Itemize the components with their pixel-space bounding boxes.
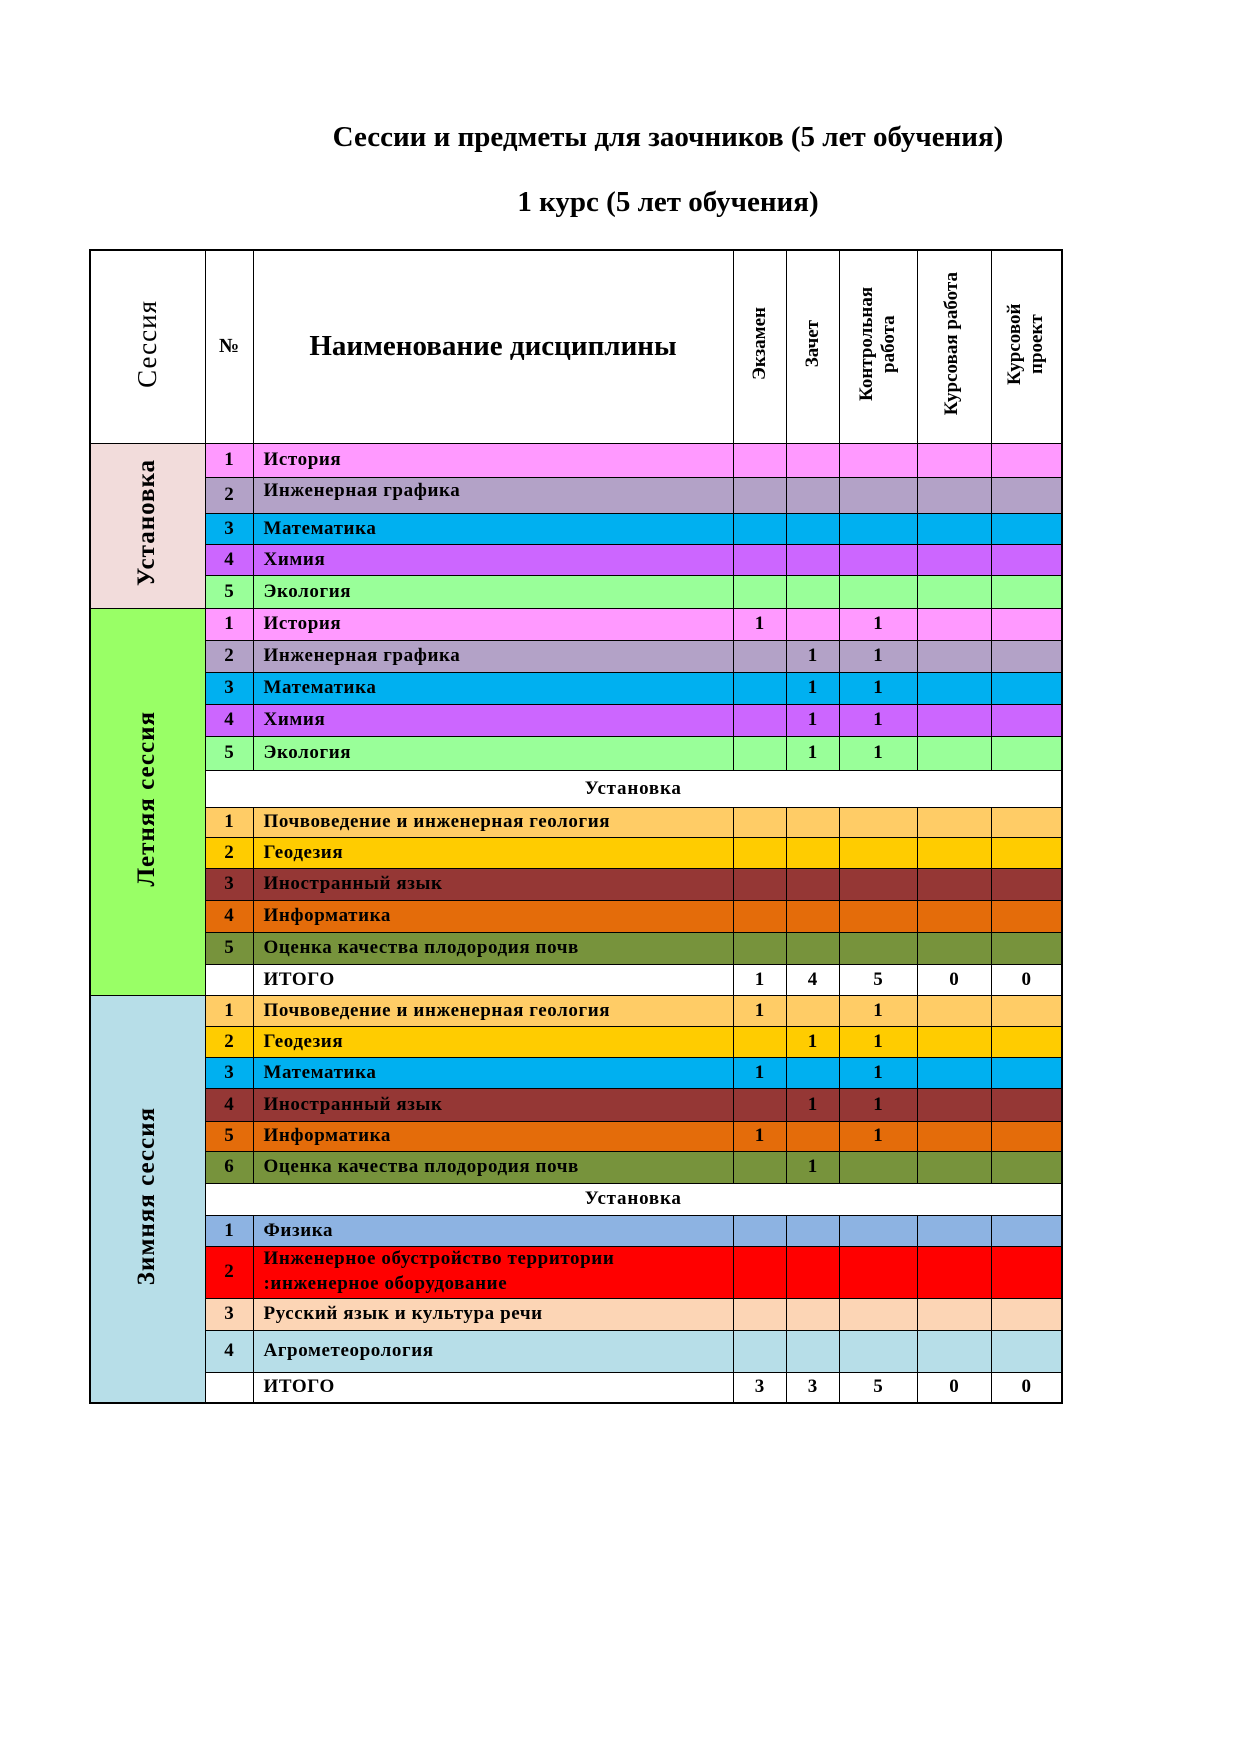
value-cell [786, 477, 839, 513]
value-cell [786, 1057, 839, 1088]
value-cell [917, 477, 991, 513]
value-cell [991, 868, 1062, 900]
table-row [90, 837, 1062, 868]
table-row [90, 443, 1062, 477]
cell-text: Зачет [801, 320, 823, 368]
cell-text: Экзамен [748, 307, 770, 381]
header-num: № [205, 250, 253, 443]
value-cell [917, 544, 991, 575]
cell-text: :инженерное оборудование [263, 1273, 508, 1294]
value-cell [733, 1330, 786, 1372]
cell-text: Установка [133, 458, 161, 587]
discipline-name: Иностранный язык [253, 868, 733, 900]
value-cell [991, 575, 1062, 608]
value-cell [839, 932, 917, 964]
discipline-name: ИТОГО [253, 964, 733, 995]
value-cell [733, 640, 786, 672]
value-cell [839, 807, 917, 837]
table-row [90, 1121, 1062, 1151]
header-control-work [839, 250, 917, 443]
value-cell [917, 900, 991, 932]
row-number: 3 [205, 513, 253, 544]
table-row [90, 1088, 1062, 1121]
value-cell [917, 1057, 991, 1088]
value-cell: 1 [733, 1057, 786, 1088]
discipline-name: Иностранный язык [253, 1088, 733, 1121]
table-row [90, 672, 1062, 704]
value-cell [733, 1088, 786, 1121]
discipline-name: Математика [253, 1057, 733, 1088]
value-cell [839, 544, 917, 575]
row-number [205, 1372, 253, 1403]
table-row [90, 868, 1062, 900]
value-cell [991, 513, 1062, 544]
value-cell: 0 [917, 1372, 991, 1403]
value-cell [786, 1246, 839, 1298]
discipline-name: Химия [253, 544, 733, 575]
value-cell [917, 1151, 991, 1183]
session-winter-cell [90, 995, 205, 1403]
value-cell [991, 704, 1062, 736]
value-cell: 1 [839, 608, 917, 640]
discipline-name: Инженерная графика [253, 640, 733, 672]
value-cell [991, 932, 1062, 964]
discipline-name: Геодезия [253, 1026, 733, 1057]
value-cell: 0 [991, 1372, 1062, 1403]
row-number: 3 [205, 868, 253, 900]
discipline-name: Оценка качества плодородия почв [253, 932, 733, 964]
table-row [90, 575, 1062, 608]
value-cell [991, 736, 1062, 770]
value-cell [733, 807, 786, 837]
value-cell [991, 672, 1062, 704]
discipline-name: Геодезия [253, 837, 733, 868]
table-row [90, 995, 1062, 1026]
value-cell: 1 [733, 995, 786, 1026]
value-cell [733, 932, 786, 964]
header-course-project [991, 250, 1062, 443]
cell-text: Курсовой проект [1004, 303, 1048, 385]
value-cell [991, 1121, 1062, 1151]
value-cell [786, 995, 839, 1026]
value-cell [991, 1026, 1062, 1057]
table-header-row [90, 250, 1062, 443]
value-cell [917, 1298, 991, 1330]
value-cell: 1 [786, 736, 839, 770]
table-row [90, 513, 1062, 544]
row-number: 2 [205, 640, 253, 672]
session-install-cell [90, 443, 205, 608]
value-cell [733, 443, 786, 477]
header-discipline-name: Наименование дисциплины [253, 250, 733, 443]
value-cell [733, 1151, 786, 1183]
section-label: Установка [205, 1183, 1062, 1215]
table-row [90, 1246, 1062, 1298]
value-cell [991, 608, 1062, 640]
table-row [90, 1215, 1062, 1246]
value-cell [786, 513, 839, 544]
value-cell: 1 [839, 672, 917, 704]
row-number: 3 [205, 1057, 253, 1088]
cell-text: Сессия [132, 299, 163, 388]
row-number: 1 [205, 443, 253, 477]
cell-text: Инженерное обустройство территории [263, 1248, 615, 1270]
table-row [90, 477, 1062, 513]
value-cell [786, 1298, 839, 1330]
row-number: 2 [205, 477, 253, 513]
value-cell [917, 704, 991, 736]
value-cell [917, 868, 991, 900]
value-cell [733, 868, 786, 900]
value-cell [786, 575, 839, 608]
section-row [90, 770, 1062, 807]
value-cell: 1 [839, 1057, 917, 1088]
value-cell [733, 1215, 786, 1246]
row-number: 4 [205, 1330, 253, 1372]
row-number [205, 964, 253, 995]
table-row [90, 544, 1062, 575]
value-cell [786, 868, 839, 900]
value-cell: 1 [839, 1088, 917, 1121]
value-cell [733, 704, 786, 736]
table-row [90, 1298, 1062, 1330]
row-number: 2 [205, 1026, 253, 1057]
value-cell [733, 1298, 786, 1330]
discipline-name: Агрометеорология [253, 1330, 733, 1372]
value-cell [733, 513, 786, 544]
value-cell: 0 [991, 964, 1062, 995]
value-cell [733, 477, 786, 513]
value-cell: 0 [917, 964, 991, 995]
value-cell: 1 [786, 672, 839, 704]
value-cell: 1 [839, 640, 917, 672]
value-cell [839, 1330, 917, 1372]
value-cell: 1 [733, 608, 786, 640]
value-cell [991, 1246, 1062, 1298]
value-cell: 4 [786, 964, 839, 995]
value-cell [917, 443, 991, 477]
discipline-name: Инженерная графика [253, 477, 733, 513]
cell-text: Зимняя сессия [133, 1106, 161, 1285]
value-cell [917, 608, 991, 640]
page-subtitle: 1 курс (5 лет обучения) [517, 186, 819, 218]
cell-text: Контрольная работа [856, 286, 899, 401]
value-cell [991, 544, 1062, 575]
row-number: 5 [205, 575, 253, 608]
value-cell [839, 1215, 917, 1246]
discipline-name: Оценка качества плодородия почв [253, 1151, 733, 1183]
value-cell [839, 1298, 917, 1330]
row-number: 1 [205, 995, 253, 1026]
value-cell [733, 1246, 786, 1298]
discipline-name: Экология [253, 736, 733, 770]
row-number: 5 [205, 736, 253, 770]
value-cell [786, 932, 839, 964]
value-cell [991, 1298, 1062, 1330]
value-cell: 1 [786, 1026, 839, 1057]
value-cell [991, 1330, 1062, 1372]
value-cell: 1 [733, 964, 786, 995]
row-number: 4 [205, 544, 253, 575]
value-cell [839, 1151, 917, 1183]
row-number: 4 [205, 704, 253, 736]
page-title: Сессии и предметы для заочников (5 лет обучения) [332, 121, 1004, 153]
value-cell [786, 900, 839, 932]
discipline-name: Физика [253, 1215, 733, 1246]
value-cell [786, 1215, 839, 1246]
value-cell: 1 [839, 995, 917, 1026]
table-row [90, 1026, 1062, 1057]
row-number: 1 [205, 1215, 253, 1246]
value-cell [733, 544, 786, 575]
row-number: 4 [205, 1088, 253, 1121]
value-cell: 1 [786, 640, 839, 672]
header-exam [733, 250, 786, 443]
table-row [90, 704, 1062, 736]
value-cell [917, 640, 991, 672]
section-label: Установка [205, 770, 1062, 807]
cell-text: Курсовая работа [941, 272, 962, 416]
value-cell: 3 [786, 1372, 839, 1403]
value-cell [786, 1121, 839, 1151]
discipline-name: Информатика [253, 1121, 733, 1151]
value-cell [991, 640, 1062, 672]
row-number: 3 [205, 672, 253, 704]
value-cell [991, 900, 1062, 932]
session-summer-cell [90, 608, 205, 995]
value-cell [991, 443, 1062, 477]
value-cell [786, 1330, 839, 1372]
total-row-winter [90, 1372, 1062, 1403]
value-cell [917, 1246, 991, 1298]
value-cell [917, 1088, 991, 1121]
table-row [90, 608, 1062, 640]
value-cell: 3 [733, 1372, 786, 1403]
discipline-name: Почвоведение и инженерная геология [253, 807, 733, 837]
table-row [90, 640, 1062, 672]
value-cell [991, 807, 1062, 837]
row-number: 6 [205, 1151, 253, 1183]
row-number: 2 [205, 837, 253, 868]
value-cell [917, 1330, 991, 1372]
value-cell [733, 900, 786, 932]
value-cell: 1 [839, 1121, 917, 1151]
value-cell: 1 [839, 704, 917, 736]
value-cell [733, 1026, 786, 1057]
table-row [90, 932, 1062, 964]
value-cell [917, 995, 991, 1026]
discipline-name: Экология [253, 575, 733, 608]
cell-text: Летняя сессия [133, 710, 161, 887]
header-course-work [917, 250, 991, 443]
value-cell [733, 736, 786, 770]
value-cell [917, 513, 991, 544]
value-cell [786, 807, 839, 837]
value-cell [991, 1151, 1062, 1183]
value-cell [917, 807, 991, 837]
value-cell [839, 513, 917, 544]
value-cell [917, 837, 991, 868]
discipline-name: Почвоведение и инженерная геология [253, 995, 733, 1026]
value-cell [786, 443, 839, 477]
discipline-name: ИТОГО [253, 1372, 733, 1403]
value-cell: 1 [733, 1121, 786, 1151]
row-number: 1 [205, 608, 253, 640]
sessions-table [89, 249, 1063, 1404]
discipline-name [253, 1246, 733, 1298]
value-cell [786, 544, 839, 575]
header-session [90, 250, 205, 443]
value-cell [917, 1121, 991, 1151]
discipline-name: Математика [253, 672, 733, 704]
value-cell [917, 672, 991, 704]
value-cell [917, 1026, 991, 1057]
row-number: 1 [205, 807, 253, 837]
row-number: 3 [205, 1298, 253, 1330]
row-number: 5 [205, 1121, 253, 1151]
table-row [90, 807, 1062, 837]
discipline-name: Информатика [253, 900, 733, 932]
value-cell [991, 477, 1062, 513]
table-row [90, 736, 1062, 770]
value-cell [786, 837, 839, 868]
value-cell [917, 736, 991, 770]
value-cell [839, 443, 917, 477]
discipline-name: Математика [253, 513, 733, 544]
discipline-name: История [253, 608, 733, 640]
total-row-summer [90, 964, 1062, 995]
table-row [90, 900, 1062, 932]
discipline-name: Русский язык и культура речи [253, 1298, 733, 1330]
value-cell [839, 900, 917, 932]
discipline-name: Химия [253, 704, 733, 736]
value-cell [786, 608, 839, 640]
value-cell: 1 [786, 704, 839, 736]
value-cell [839, 1246, 917, 1298]
value-cell [991, 995, 1062, 1026]
discipline-name: История [253, 443, 733, 477]
value-cell [839, 837, 917, 868]
value-cell [917, 1215, 991, 1246]
value-cell: 1 [786, 1088, 839, 1121]
value-cell: 5 [839, 1372, 917, 1403]
value-cell [991, 1057, 1062, 1088]
value-cell [917, 932, 991, 964]
table-row [90, 1057, 1062, 1088]
value-cell [839, 575, 917, 608]
value-cell [733, 575, 786, 608]
value-cell [839, 477, 917, 513]
table-row [90, 1151, 1062, 1183]
value-cell: 1 [786, 1151, 839, 1183]
value-cell [733, 672, 786, 704]
value-cell [991, 837, 1062, 868]
value-cell [991, 1215, 1062, 1246]
value-cell: 1 [839, 736, 917, 770]
section-row [90, 1183, 1062, 1215]
row-number: 2 [205, 1246, 253, 1298]
row-number: 5 [205, 932, 253, 964]
value-cell: 5 [839, 964, 917, 995]
value-cell [991, 1088, 1062, 1121]
value-cell [839, 868, 917, 900]
value-cell [917, 575, 991, 608]
table-row [90, 1330, 1062, 1372]
value-cell [733, 837, 786, 868]
header-credit [786, 250, 839, 443]
value-cell: 1 [839, 1026, 917, 1057]
row-number: 4 [205, 900, 253, 932]
